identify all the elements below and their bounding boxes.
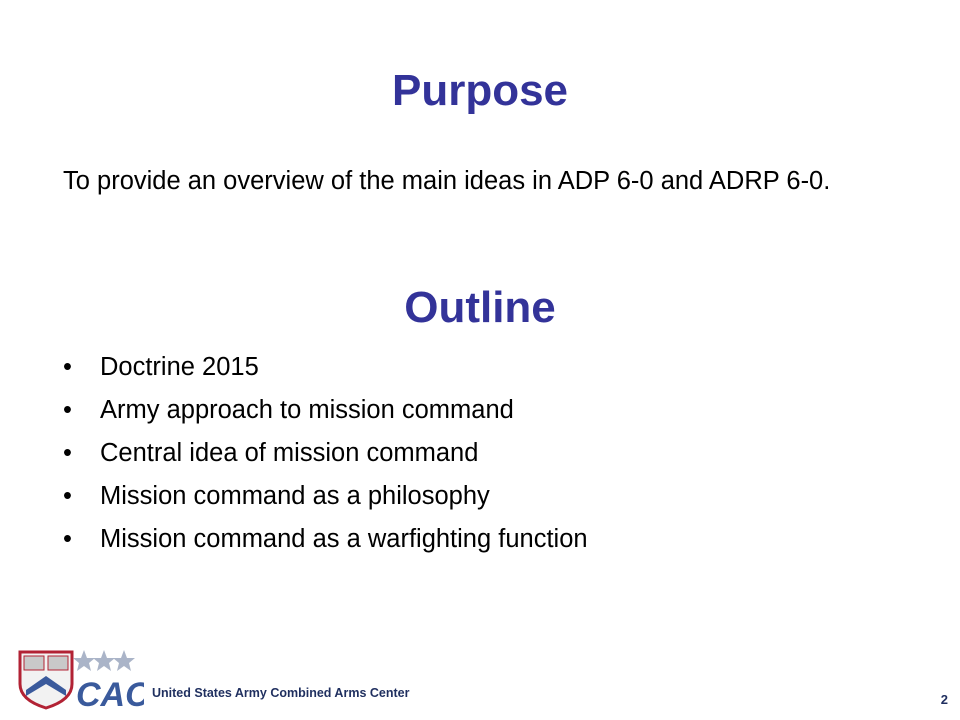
outline-list (63, 348, 588, 563)
bullet-icon: • (63, 396, 72, 424)
bullet-icon: • (63, 482, 72, 510)
list-item (63, 520, 588, 563)
outline-title: Outline (404, 283, 556, 332)
list-item (63, 391, 588, 434)
bullet-icon: • (63, 525, 72, 553)
list-item-label: Doctrine 2015 (100, 353, 259, 381)
list-item (63, 348, 588, 391)
list-item (63, 477, 588, 520)
list-item-label: Central idea of mission command (100, 439, 479, 467)
intro-text: To provide an overview of the main ideas in ADP 6-0 and ADRP 6-0. (63, 167, 831, 195)
list-item-label: Army approach to mission command (100, 396, 514, 424)
bullet-icon: • (63, 439, 72, 467)
list-item-label: Mission command as a warfighting function (100, 525, 588, 553)
cac-logo-icon (14, 646, 144, 710)
cac-logo (14, 646, 144, 715)
footer-organization: United States Army Combined Arms Center (152, 686, 410, 700)
list-item (63, 434, 588, 477)
purpose-title: Purpose (391, 66, 569, 115)
page-number: 2 (940, 692, 948, 707)
list-item-label: Mission command as a philosophy (100, 482, 490, 510)
bullet-icon: • (63, 353, 72, 381)
svg-text:CAC: CAC (76, 676, 144, 710)
